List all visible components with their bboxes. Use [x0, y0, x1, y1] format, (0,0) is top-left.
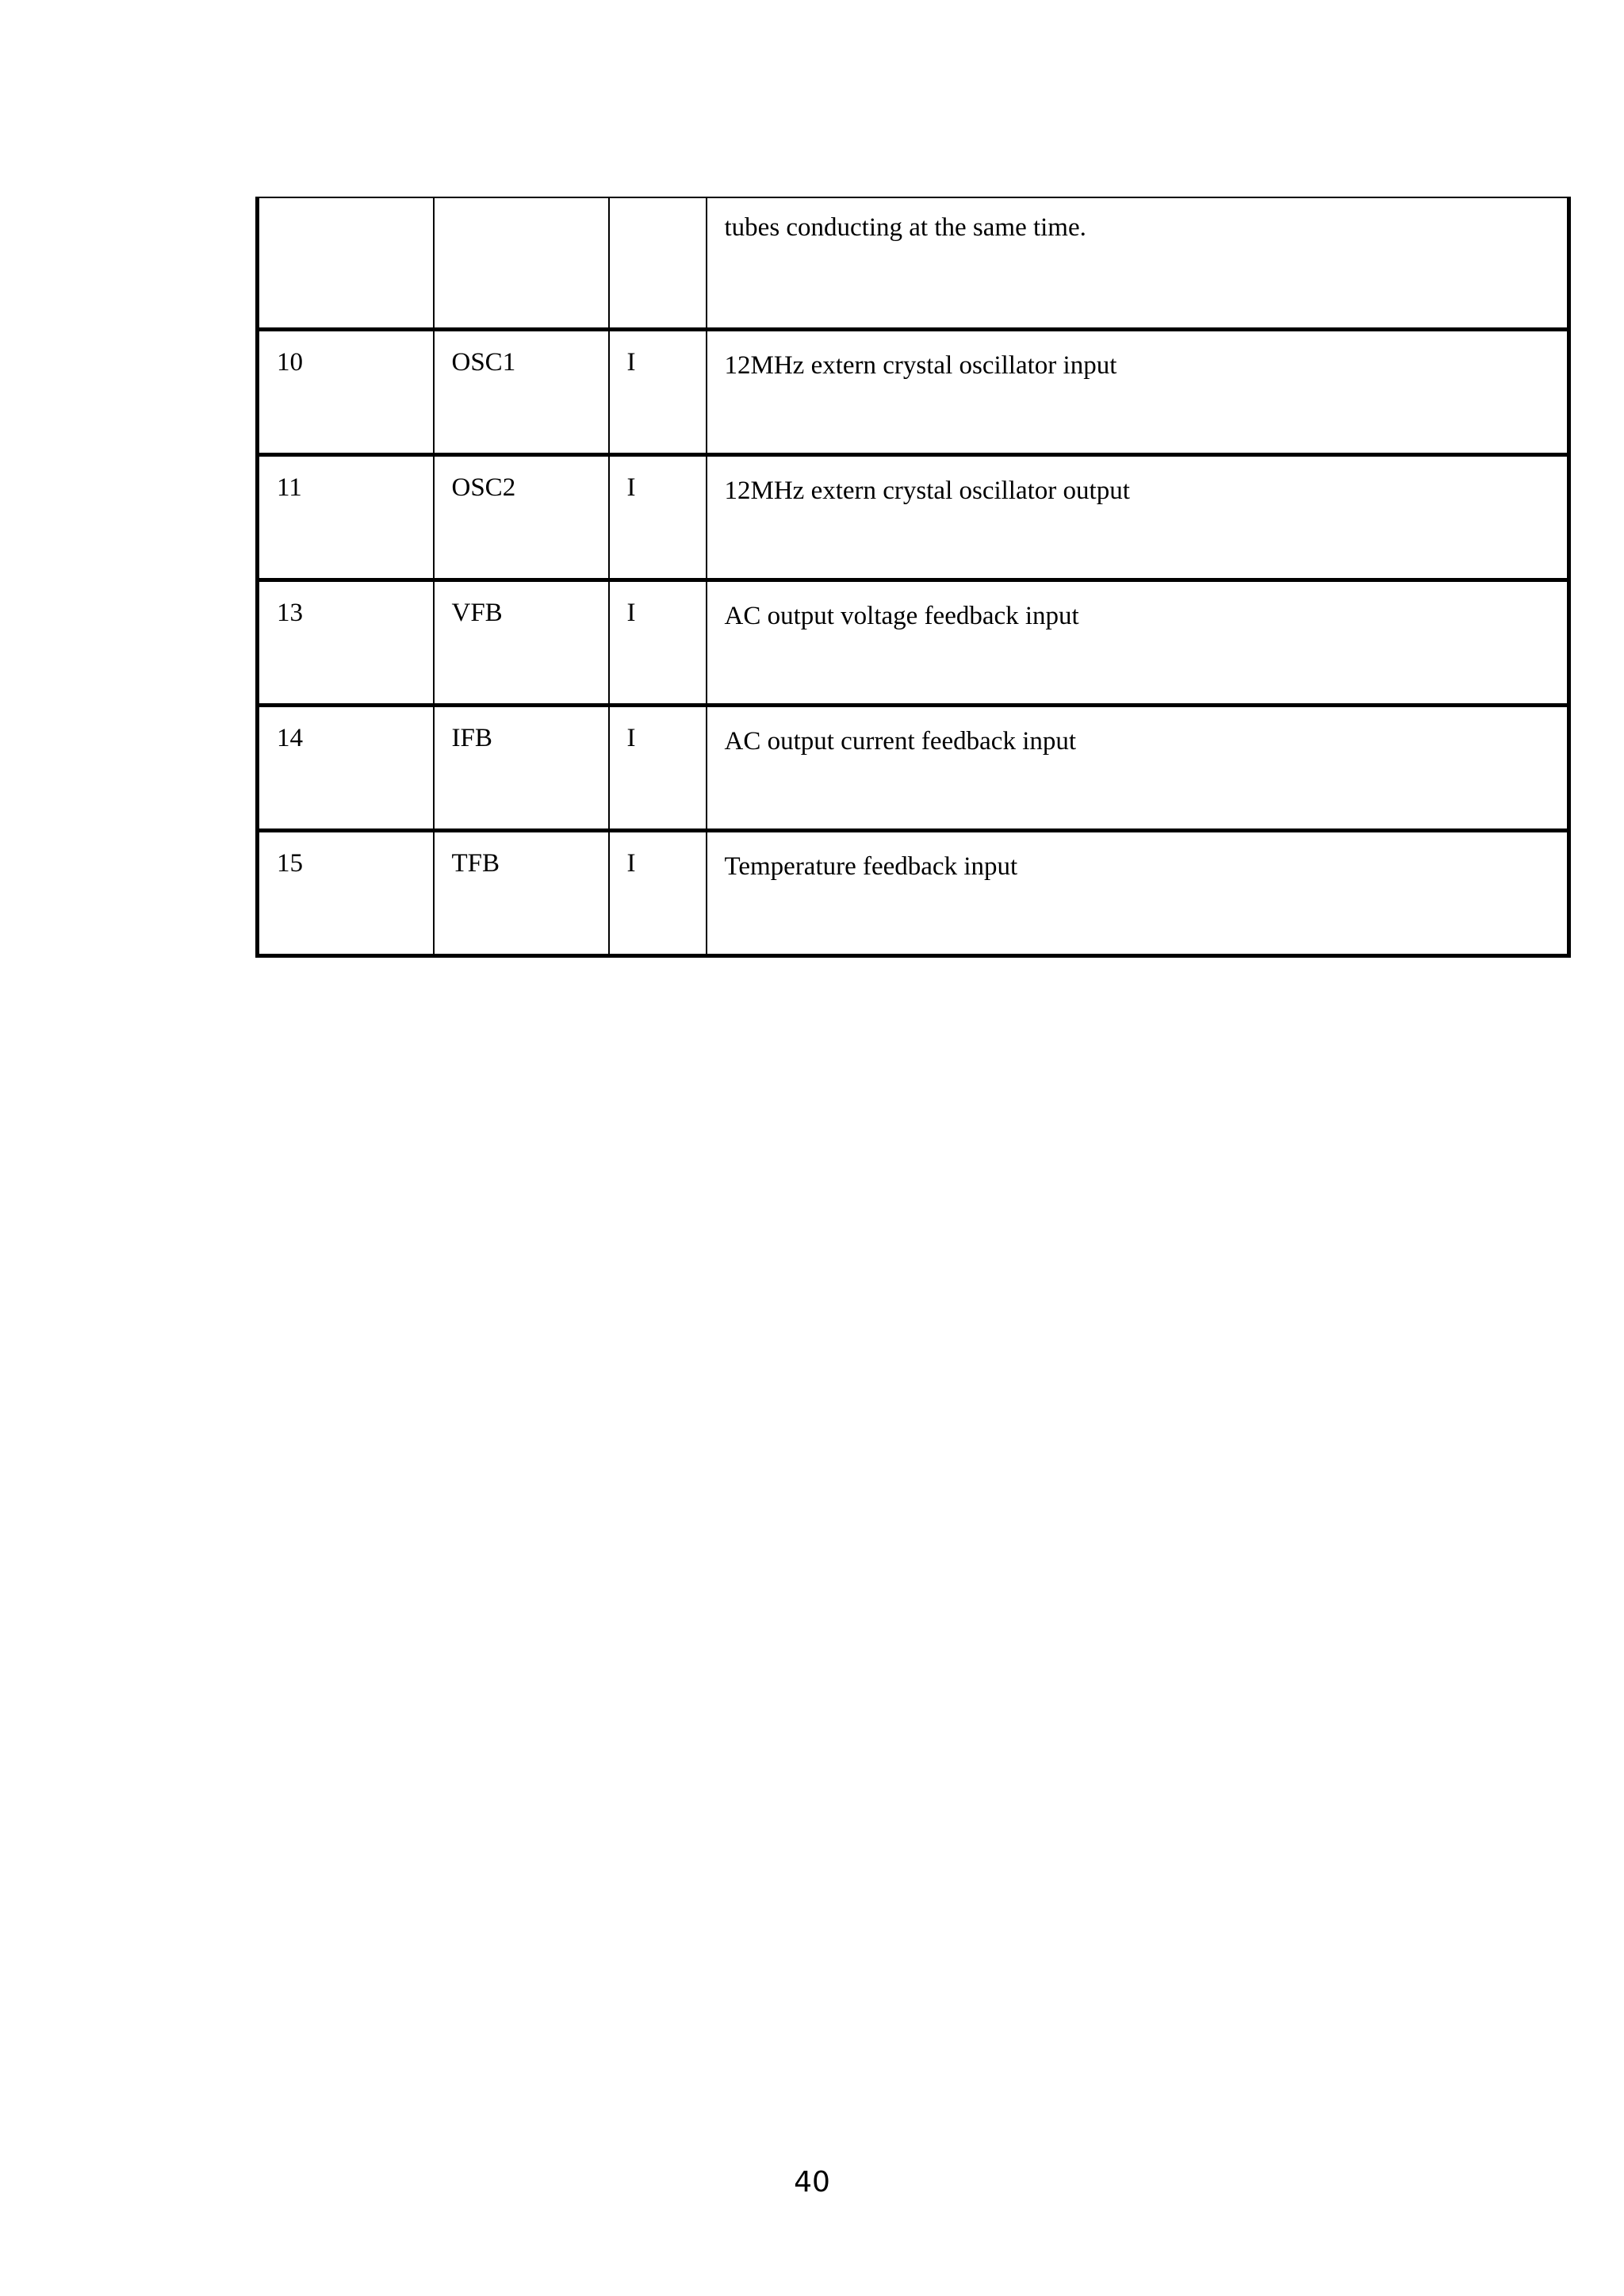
pin-description-cell: tubes conducting at the same time. — [707, 197, 1569, 329]
pin-io-cell: I — [609, 329, 707, 454]
pin-number-cell: 13 — [258, 580, 434, 705]
pin-description-cell: AC output voltage feedback input — [707, 580, 1569, 705]
pin-number-cell: 15 — [258, 830, 434, 955]
pin-name-cell: TFB — [434, 830, 609, 955]
pin-description-cell: 12MHz extern crystal oscillator input — [707, 329, 1569, 454]
pin-number-cell: 11 — [258, 454, 434, 580]
pin-name-cell: IFB — [434, 705, 609, 830]
table-row — [258, 705, 1569, 830]
table-row — [258, 197, 1569, 329]
pin-name-cell — [434, 197, 609, 329]
pin-description-cell: Temperature feedback input — [707, 830, 1569, 955]
pin-number-cell: 10 — [258, 329, 434, 454]
pin-io-cell: I — [609, 454, 707, 580]
table-row — [258, 329, 1569, 454]
table-row — [258, 454, 1569, 580]
pin-name-cell: OSC2 — [434, 454, 609, 580]
pin-number-cell — [258, 197, 434, 329]
pin-description-cell: 12MHz extern crystal oscillator output — [707, 454, 1569, 580]
pin-description-cell: AC output current feedback input — [707, 705, 1569, 830]
table-row — [258, 580, 1569, 705]
table-row — [258, 830, 1569, 955]
pin-io-cell: I — [609, 830, 707, 955]
pin-io-cell: I — [609, 705, 707, 830]
pin-number-cell: 14 — [258, 705, 434, 830]
pin-description-table — [255, 197, 1571, 958]
page-number: 40 — [794, 2166, 830, 2198]
pin-name-cell: VFB — [434, 580, 609, 705]
pin-io-cell — [609, 197, 707, 329]
pin-name-cell: OSC1 — [434, 329, 609, 454]
pin-io-cell: I — [609, 580, 707, 705]
